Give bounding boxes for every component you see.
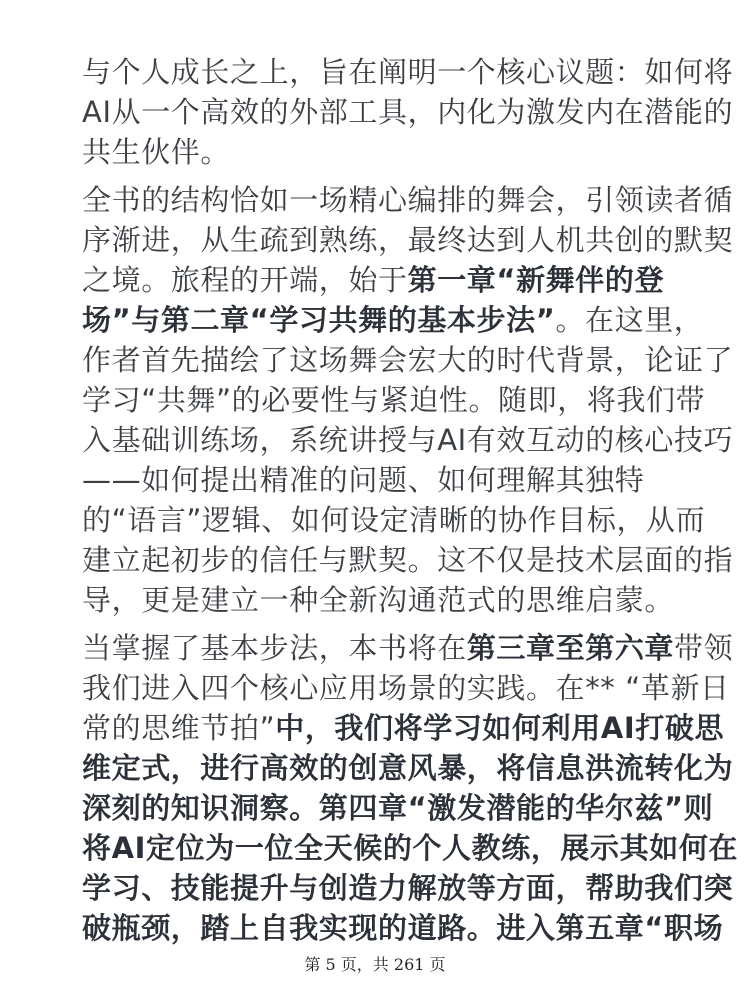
- bold-text-segment: 场”与第二章“学习共舞的基本步法”: [82, 303, 556, 337]
- text-segment: 与个人成长之上，旨在阐明一个核心议题：如何将: [82, 55, 734, 89]
- bold-text-segment: 第三章至第六章: [466, 631, 675, 665]
- text-segment: 。在这里，: [555, 303, 704, 337]
- bold-text-segment: 学习、技能提升与创造力解放等方面，帮助我们突: [82, 871, 734, 905]
- bold-text-segment: 第一章“新舞伴的登: [407, 263, 665, 297]
- text-line: [82, 92, 734, 132]
- text-line: [82, 868, 734, 908]
- bold-text-segment: 维定式，进行高效的创意风暴，将信息洪流转化为: [82, 751, 734, 785]
- text-line: [82, 908, 724, 948]
- text-segment: ——如何提出精准的问题、如何理解其独特: [82, 463, 645, 497]
- text-segment: 我们进入四个核心应用场景的实践。在** “革新日: [82, 671, 730, 705]
- text-segment: 带领: [674, 631, 734, 665]
- text-line: [82, 220, 734, 260]
- text-line: [82, 260, 682, 300]
- text-line: [82, 788, 714, 828]
- text-segment: 当掌握了基本步法，本书将在: [82, 631, 467, 665]
- text-line: [82, 580, 682, 620]
- text-line: [82, 748, 734, 788]
- text-line: [82, 500, 706, 540]
- text-line: [82, 420, 734, 460]
- bold-text-segment: 将AI定位为一位全天候的个人教练，展示其如何在: [82, 831, 739, 865]
- text-line: [82, 132, 682, 172]
- bold-text-segment: 深刻的知识洞察。第四章“激发潜能的华尔兹”则: [82, 791, 714, 825]
- text-segment: 常的思维节拍”: [82, 711, 276, 745]
- text-line: [82, 52, 734, 92]
- text-line: [82, 628, 734, 668]
- text-segment: 导，更是建立一种全新沟通范式的思维启蒙。: [82, 583, 675, 617]
- text-line: [82, 380, 706, 420]
- text-line: [82, 300, 704, 340]
- text-segment: 共生伙伴。: [82, 135, 231, 169]
- text-line: [82, 828, 739, 868]
- bold-text-segment: 破瓶颈，踏上自我实现的道路。进入第五章“职场: [82, 911, 724, 945]
- text-segment: 全书的结构恰如一场精心编排的舞会，引领读者循: [82, 183, 734, 217]
- page-footer: 第 5 页，共 261 页: [304, 955, 446, 974]
- text-segment: 序渐进，从生疏到熟练，最终达到人机共创的默契: [82, 223, 734, 257]
- text-segment: 入基础训练场，系统讲授与AI有效互动的核心技巧: [82, 423, 734, 457]
- text-line: [82, 180, 734, 220]
- text-segment: 的“语言”逻辑、如何设定清晰的协作目标，从而: [82, 503, 706, 537]
- text-segment: 作者首先描绘了这场舞会宏大的时代背景，论证了: [82, 343, 734, 377]
- text-segment: AI从一个高效的外部工具，内化为激发内在潜能的: [82, 95, 734, 129]
- text-segment: 建立起初步的信任与默契。这不仅是技术层面的指: [82, 543, 734, 577]
- text-line: [82, 460, 682, 500]
- text-line: [82, 340, 734, 380]
- text-line: [82, 708, 725, 748]
- text-segment: 学习“共舞”的必要性与紧迫性。随即，将我们带: [82, 383, 706, 417]
- text-line: [82, 668, 730, 708]
- text-segment: 之境。旅程的开端，始于: [82, 263, 408, 297]
- text-line: [82, 540, 734, 580]
- bold-text-segment: 中，我们将学习如何利用AI打破思: [275, 711, 725, 745]
